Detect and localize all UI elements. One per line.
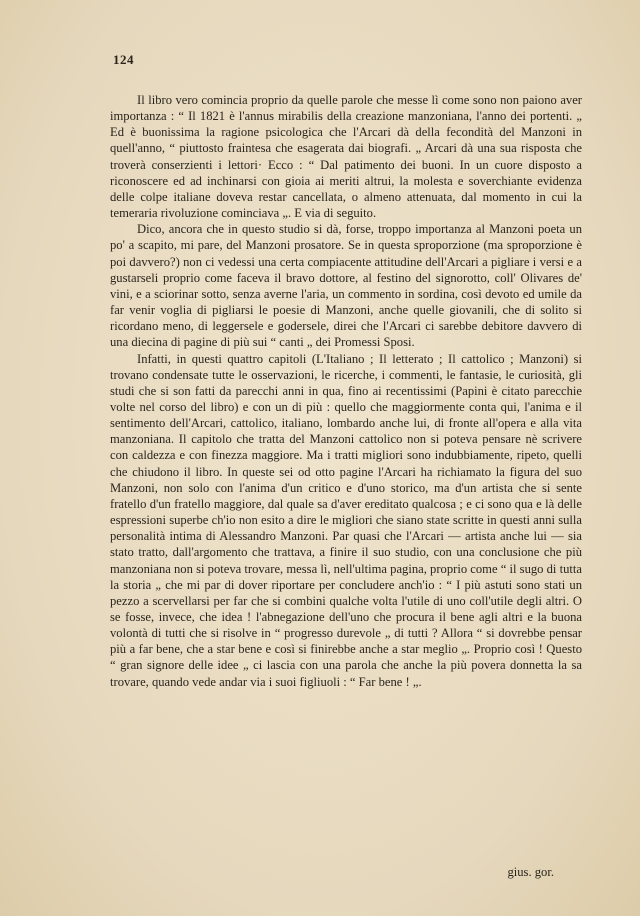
paragraph-3: Infatti, in questi quattro capitoli (L'Italiano ; Il letterato ; Il cattolico ; Manzoni) si trovano condensate tutte le osservazioni, le ricerche, i commenti, le fantasie, le curiosità, gli studi che si son fatti da parecchi anni in qua, fino ai recentissimi (Papini è citato parecchie volte nel corso del libro) e con un di più : quello che maggiormente conta qui, l'anima e il sentimento dell'Arcari, cattolico, italiano, lombardo anche lui, di fronte all'opera e alla vita manzoniana. Il capitolo che tratta del Manzoni cattolico non si poteva pensare nè scrivere con caldezza e con finezza maggiore. Ma i tratti migliori sono indubbiamente, ripeto, quelli che chiudono il libro. In queste sei od otto pagine l'Arcari ha richiamato la figura del suo Manzoni, non solo con l'anima d'un critico e d'uno storico, ma d'un artista che si sente fratello d'un fratello maggiore, dal quale sa d'aver ereditato qualcosa ; e ci sono qua e là delle espressioni superbe ch'io non esito a dire le migliori che siano state scritte in questi anni sulla personalità intima di Alessandro Manzoni. Par quasi che l'Arcari — artista anche lui — sia stato tratto, dall'argomento che trattava, a finire il suo studio, con una conclusione che più manzoniana non si poteva trovare, messa lì, nell'ultima pagina, proprio come “ il sugo di tutta la storia „ che mi par di dover riportare per concludere anch'io : “ I più astuti sono stati un pezzo a scervellarsi per far che si combini qualche volta l'utile di uno coll'utile degli altri. O se fosse, invece, che idea ! l'abnegazione dell'uno che procura il bene agli altri e la buona volontà di tutti che si risolve in “ progresso durevole „ di tutti ? Allora “ si dovrebbe pensar più a far bene, che a star bene e così si finirebbe anche a star meglio „. Proprio così ! Questo “ gran signore delle idee „ ci lascia con una parola che anche la più povera donnetta la sa trovare, quando vede andar via i suoi figliuoli : “ Far bene ! „. — [110, 351, 582, 689]
body-text — [110, 92, 582, 690]
paragraph-1: Il libro vero comincia proprio da quelle parole che messe lì come sono non paiono aver importanza : “ Il 1821 è l'annus mirabilis della creazione manzoniana, l'anno dei portenti. „ Ed è buonissima la ragione psicologica che l'Arcari dà della fecondità del Manzoni in quell'anno, “ piuttosto fraintesa che esagerata dai biografi. „ Arcari dà una sua risposta che troverà conserzienti i lettori· Ecco : “ Dal patimento dei buoni. In un cuore disposto a riconoscere ed ad inchinarsi con gioia ai meriti altrui, la molesta e soverchiante evidenza delle colpe italiane doveva restar cancellata, o almeno attenuata, dal momento in cui la temeraria rivoluzione cominciava „. E via di seguito. — [110, 93, 582, 221]
paragraph-2: Dico, ancora che in questo studio si dà, forse, troppo importanza al Manzoni poeta un po' a scapito, mi pare, del Manzoni prosatore. Se in questa sproporzione (ma sproporzione è poi davvero?) non ci vedessi una certa compiacente attitudine dell'Arcari a pigliare i versi e a gustarseli proprio come faceva il bravo dottore, al festino del signorotto, coll' Olivares de' vini, e a sciorinar sotto, senza averne l'aria, un commento in sordina, così devoto ed umile da far venir voglia di pigliarsi le poesie di Manzoni, anche quelle giovanili, che di solito si ricordano meno, di leggersele e godersele, direi che l'Arcari ci sarebbe debitore davvero di una diecina di pagine di più sui “ canti „ dei Promessi Sposi. — [110, 222, 582, 350]
page-number: 124 — [113, 52, 134, 67]
author-signature: gius. gor. — [507, 865, 554, 879]
